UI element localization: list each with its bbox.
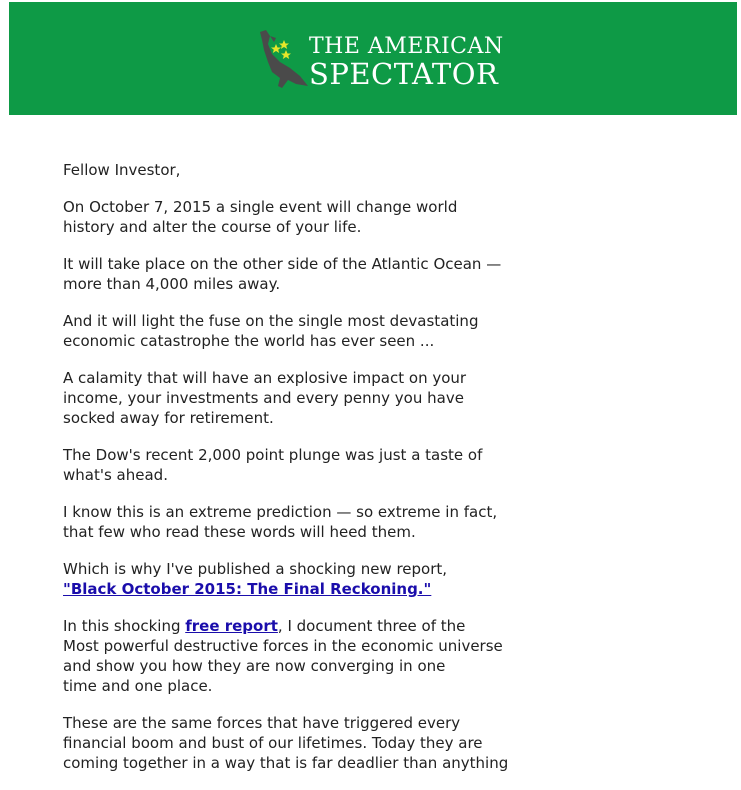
paragraph-9-line: financial boom and bust of our lifetimes. Today they are: [63, 734, 483, 752]
letter-body: [63, 160, 553, 790]
masthead-banner: [9, 2, 737, 115]
paragraph-9-line: coming together in a way that is far deadlier than anything: [63, 754, 509, 772]
paragraph-8-text: In this shocking: [63, 617, 186, 635]
paragraph-4-line: A calamity that will have an explosive impact on your: [63, 369, 467, 387]
paragraph-8: [63, 616, 553, 696]
paragraph-7: [63, 559, 553, 599]
paragraph-7-text: Which is why I've published a shocking new report,: [63, 560, 448, 578]
paragraph-8-line: time and one place.: [63, 677, 213, 695]
paragraph-6-line: that few who read these words will heed them.: [63, 523, 416, 541]
greeting: Fellow Investor,: [63, 161, 181, 179]
paragraph-3-line: And it will light the fuse on the single most devastating: [63, 312, 479, 330]
report-title-link[interactable]: "Black October 2015: The Final Reckoning.": [63, 580, 432, 598]
paragraph-1-line: history and alter the course of your life.: [63, 218, 362, 236]
paragraph-1: [63, 197, 553, 237]
paragraph-5-line: what's ahead.: [63, 466, 168, 484]
paragraph-8-text: , I document three of the: [277, 617, 466, 635]
paragraph-6-line: I know this is an extreme prediction — so extreme in fact,: [63, 503, 498, 521]
paragraph-2-line: It will take place on the other side of the Atlantic Ocean —: [63, 255, 502, 273]
paragraph-8-line: and show you how they are now converging in one: [63, 657, 446, 675]
paragraph-6: [63, 502, 553, 542]
paragraph-3-line: economic catastrophe the world has ever seen ...: [63, 332, 435, 350]
brand-line-2: SPECTATOR: [309, 57, 499, 91]
paragraph-4: [63, 368, 553, 428]
paragraph-8-line: [63, 616, 553, 636]
paragraph-3: [63, 311, 553, 351]
paragraph-5-line: The Dow's recent 2,000 point plunge was just a taste of: [63, 446, 483, 464]
paragraph-5: [63, 445, 553, 485]
paragraph-8-line: Most powerful destructive forces in the economic universe: [63, 637, 503, 655]
paragraph-9: [63, 713, 553, 773]
paragraph-1-line: On October 7, 2015 a single event will change world: [63, 198, 458, 216]
brand-line-1: THE AMERICAN: [309, 34, 504, 59]
eagle-with-stars-icon: [252, 24, 312, 92]
paragraph-2-line: more than 4,000 miles away.: [63, 275, 281, 293]
publication-logo-text: [309, 36, 504, 89]
paragraph-2: [63, 254, 553, 294]
paragraph-4-line: socked away for retirement.: [63, 409, 274, 427]
paragraph-4-line: income, your investments and every penny you have: [63, 389, 464, 407]
free-report-link[interactable]: free report: [185, 617, 278, 635]
paragraph-9-line: These are the same forces that have triggered every: [63, 714, 461, 732]
